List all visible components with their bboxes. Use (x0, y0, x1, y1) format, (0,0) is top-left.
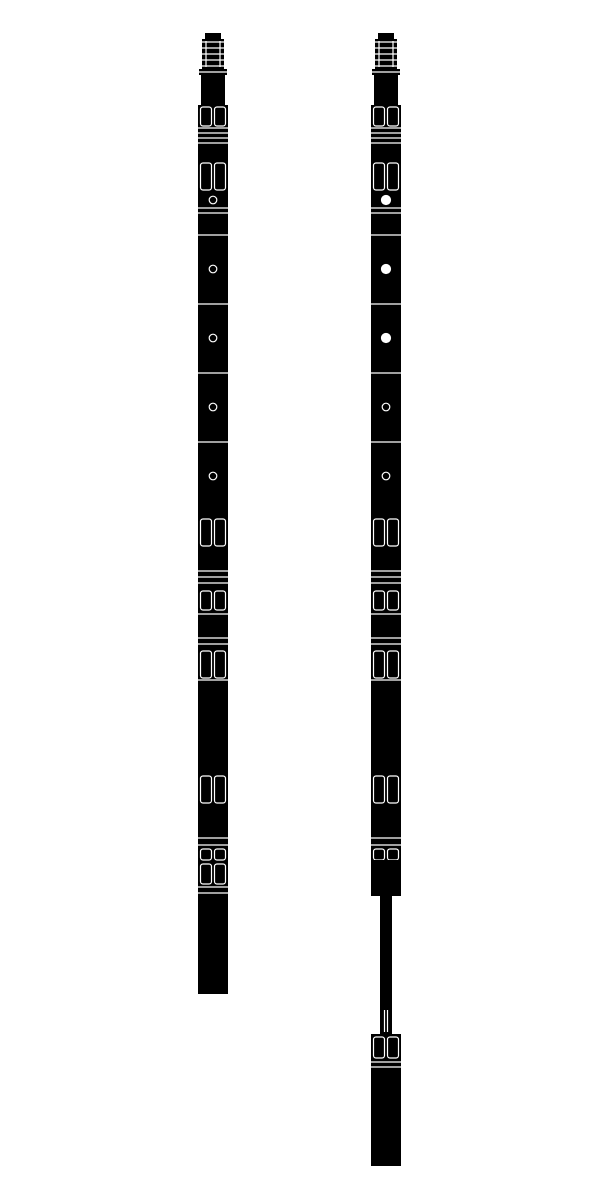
window-sixth-a (201, 776, 212, 803)
window-second-b (215, 163, 226, 190)
window-top-b (215, 107, 226, 126)
window-seventh-b (388, 849, 399, 860)
window-fifth-b (388, 651, 399, 678)
window-seventh-a (201, 849, 212, 860)
lower-shoulder (371, 860, 401, 862)
top-cap (205, 33, 221, 39)
neck-body (374, 75, 398, 105)
window-top-a (374, 107, 385, 126)
window-fifth-a (374, 651, 385, 678)
window-top-b (388, 107, 399, 126)
tool-string-left (198, 33, 228, 994)
window-fourth-b (215, 591, 226, 610)
window-seventh-b (215, 849, 226, 860)
window-seventh-a (374, 849, 385, 860)
window-bottom-b (388, 1037, 399, 1058)
port-5-open (209, 472, 217, 480)
rod-coupling (380, 1008, 392, 1034)
port-5-open (382, 472, 390, 480)
port-2-filled (382, 265, 391, 274)
port-3-open (209, 334, 217, 342)
window-fifth-b (215, 651, 226, 678)
window-second-a (201, 163, 212, 190)
port-4-open (209, 403, 217, 411)
window-second-b (388, 163, 399, 190)
window-third-a (201, 519, 212, 546)
port-1-open (209, 196, 217, 204)
port-4-open (382, 403, 390, 411)
window-fifth-a (201, 651, 212, 678)
main-body-lower (198, 516, 228, 896)
window-third-a (374, 519, 385, 546)
port-3-filled (382, 334, 391, 343)
window-third-b (215, 519, 226, 546)
window-top-a (201, 107, 212, 126)
extension-rod (380, 862, 392, 1008)
window-fourth-b (388, 591, 399, 610)
window-fourth-a (201, 591, 212, 610)
neck-body (201, 75, 225, 105)
bottom-sub (198, 896, 228, 994)
window-second-a (374, 163, 385, 190)
window-bottom-a (374, 1037, 385, 1058)
port-2-open (209, 265, 217, 273)
window-sixth-b (388, 776, 399, 803)
window-eighth-a (201, 864, 212, 884)
window-sixth-a (374, 776, 385, 803)
window-sixth-b (215, 776, 226, 803)
window-third-b (388, 519, 399, 546)
top-cap (378, 33, 394, 39)
tool-string-right (371, 33, 401, 1166)
main-body-lower (371, 516, 401, 896)
window-fourth-a (374, 591, 385, 610)
port-1-filled (382, 196, 391, 205)
window-eighth-b (215, 864, 226, 884)
